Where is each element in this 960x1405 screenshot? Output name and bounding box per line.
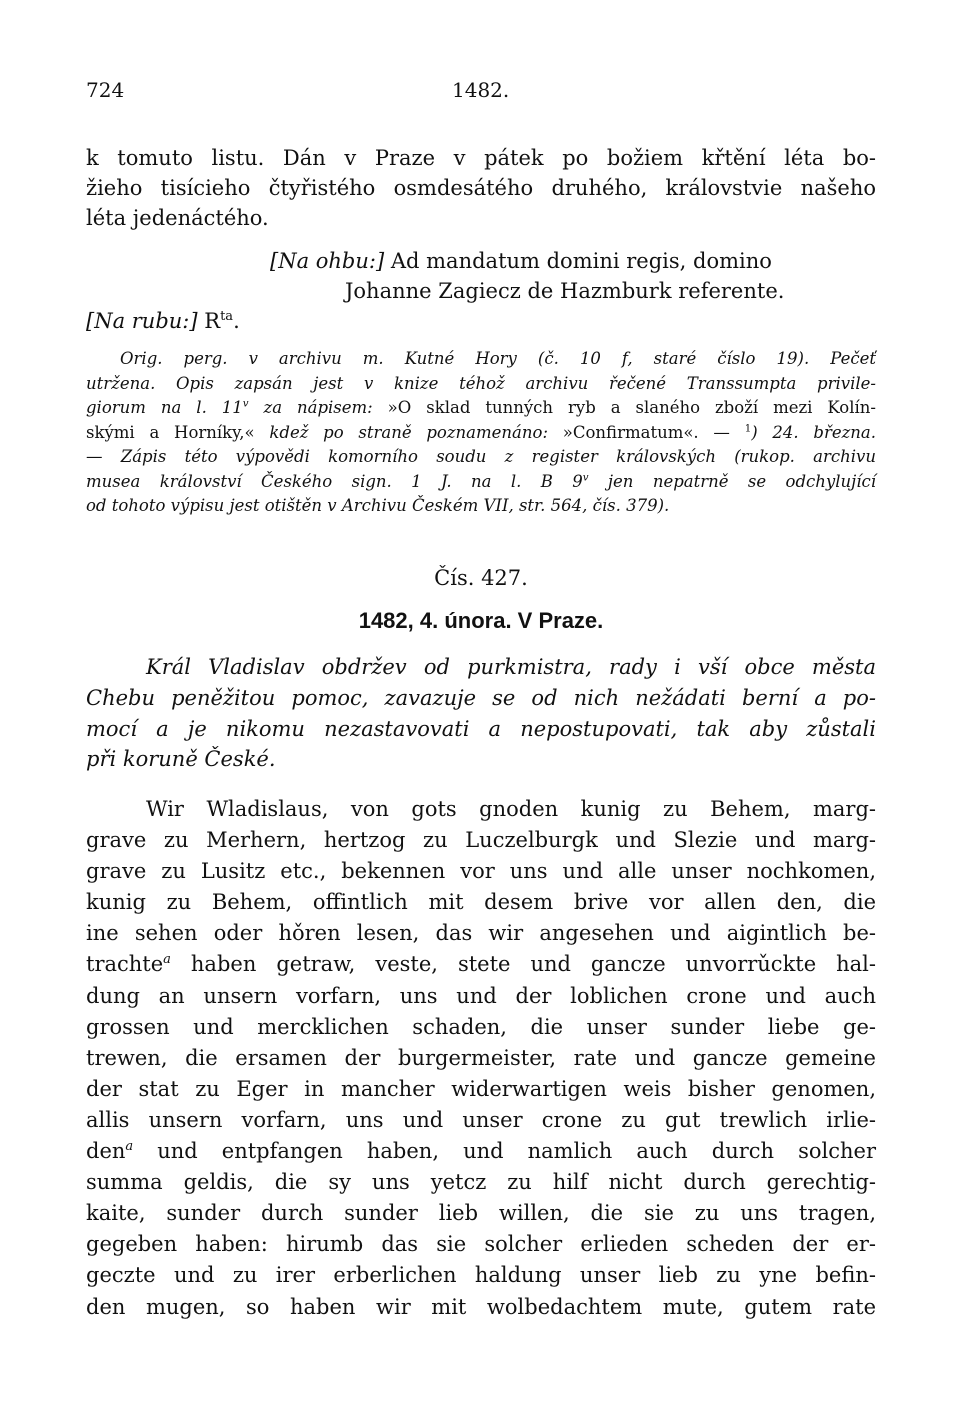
page-header: [86, 78, 876, 108]
summary-line: Chebu peněžitou pomoc, zavazuje se od nich nežádati berní a po-: [86, 685, 876, 710]
note-line: Orig. perg. v archivu m. Kutné Hory (č. 10 f, staré číslo 19). Pečeť: [120, 349, 876, 368]
charter-line: der stat zu Eger in mancher widerwartigen weis bisher genomen,: [86, 1076, 876, 1101]
charter-line: summa geldis, die sy uns yetcz zu hilf nicht durch gerechtig-: [86, 1170, 876, 1195]
charter-line: kaite, sunder durch sunder lieb willen, die sie zu uns tragen,: [86, 1201, 876, 1226]
endorsement-text: Ad mandatum domini regis, domino: [390, 249, 772, 273]
note-line: skými a Horníky,« kdež po straně poznamenáno: »Confirmatum«. — $^1$) 24. března.: [86, 422, 876, 442]
charter-line: trachte$^a$ haben getraw, veste, stete und gancze unvorrǔckte hal-: [86, 952, 876, 977]
charter-text: [86, 794, 876, 1323]
charter-line: trewen, die ersamen der burgermeister, rate und gancze gemeine: [86, 1045, 876, 1070]
summary-line: při koruně České.: [86, 747, 276, 772]
running-head-year: 1482.: [452, 78, 510, 102]
regest-summary: [86, 652, 876, 775]
charter-line: geczte und zu irer erberlichen haldung unser lieb zu yne befin-: [86, 1263, 876, 1288]
charter-line: den$^a$ und entpfangen haben, und namlich auch durch solcher: [86, 1139, 876, 1164]
charter-line: gegeben haben: hirumb das sie solcher erlieden scheden der er-: [86, 1232, 876, 1257]
charter-line: ine sehen oder hǒren lesen, das wir angesehen und aigintlich be-: [86, 921, 876, 946]
note-line: utržena. Opis zapsán jest v knize téhož archivu řečené Transsumpta privile-: [86, 373, 876, 393]
entry-number: Čís. 427.: [434, 566, 528, 590]
charter-line: Wir Wladislaus, von gots gnoden kunig zu Behem, marg-: [146, 797, 876, 821]
charter-line: grave zu Merhern, hertzog zu Luczelburgk und Slezie und marg-: [86, 828, 876, 853]
endorsement-ohbu: [270, 246, 876, 306]
archival-note: [86, 347, 876, 519]
charter-line: allis unsern vorfarn, uns und unser crone zu gut trewlich irlie-: [86, 1107, 876, 1132]
summary-line: mocí a je nikomu nezastavovati a nepostupovati, tak aby zůstali: [86, 716, 876, 741]
note-line: — Zápis této výpovědi komorního soudu z register královských (rukop. archivu: [86, 447, 876, 466]
summary-line: Král Vladislav obdržev od purkmistra, rady i vší obce města: [146, 655, 876, 679]
text-line: k tomuto listu. Dán v Praze v pátek po božiem křtění léta bo-: [86, 146, 876, 170]
note-line: giorum na l. 11$^v$ za nápisem: »O sklad tunných ryb a slaného zboží mezi Kolín-: [86, 398, 876, 417]
endorsement-rubu: [Na rubu:] $R^{ta}$.: [86, 309, 240, 333]
entry-date-heading: 1482, 4. února. V Praze.: [358, 608, 604, 633]
text-line: žieho tisícieho čtyřistého osmdesátého druhého, královstvie našeho: [86, 176, 876, 200]
endorsement-label: [Na rubu:]: [86, 309, 198, 333]
note-line: od tohoto výpisu jest otištěn v Archivu Českém VII, str. 564, čís. 379).: [86, 496, 670, 515]
endorsement-text: R: [204, 309, 221, 333]
endorsement-text: Johanne Zagiecz de Hazmburk referente.: [345, 279, 785, 303]
charter-line: grave zu Lusitz etc., bekennen vor uns und alle unser nochkomen,: [86, 859, 876, 884]
charter-line: grossen und mercklichen schaden, die unser sunder liebe ge-: [86, 1014, 876, 1039]
text-line: léta jedenáctého.: [86, 206, 269, 230]
charter-line: den mugen, so haben wir mit wolbedachtem mute, gutem rate: [86, 1294, 876, 1319]
endorsement-label: [Na ohbu:]: [270, 249, 385, 273]
note-line: musea království Českého sign. 1 J. na l. B 9$^v$ jen nepatrně se odchylující: [86, 471, 877, 491]
charter-line: kunig zu Behem, offintlich mit desem brive vor allen den, die: [86, 890, 876, 915]
intro-paragraph: [86, 143, 876, 233]
charter-line: dung an unsern vorfarn, uns und der loblichen crone und auch: [86, 983, 876, 1008]
page-number: 724: [86, 78, 125, 102]
superscript: ta: [220, 309, 234, 324]
